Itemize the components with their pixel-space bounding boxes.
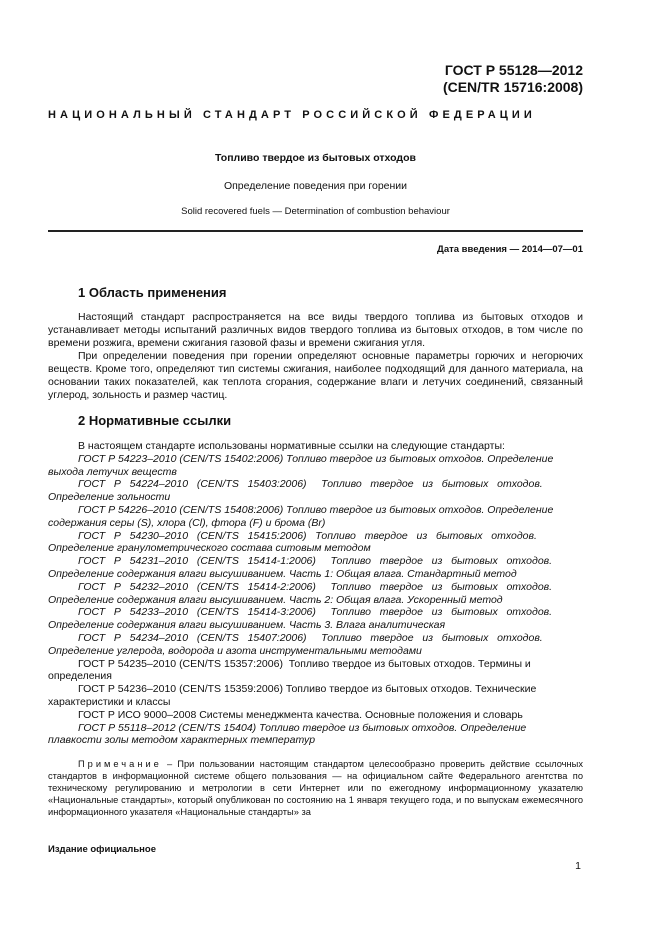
reference-item-continuation: Определение содержания влаги высушиванием. Часть 2: Общая влага. Ускоренный метод xyxy=(48,593,503,606)
section-1-paragraph-1: Настоящий стандарт распространяется на все виды твердого топлива из бытовых отходов и устанавливает методы испытаний различных видов твердого топлива из бытовых отходов, в том числе по времени розжига, времени сжигания газовой фазы и времени сжигания угля. xyxy=(48,311,583,349)
reference-list xyxy=(48,453,583,747)
note-label: Примечание xyxy=(78,759,162,769)
reference-item: ГОСТ Р 54224–2010 (CEN/TS 15403:2006) Топливо твердое из бытовых отходов. xyxy=(78,478,543,491)
reference-item-continuation: Определение зольности xyxy=(48,491,171,504)
reference-item: ГОСТ Р 54235–2010 (CEN/TS 15357:2006) Топливо твердое из бытовых отходов. Термины и xyxy=(78,657,531,670)
reference-item-continuation: Определение гранулометрического состава ситовым методом xyxy=(48,542,371,555)
reference-item-continuation: выхода летучих веществ xyxy=(48,465,177,478)
normative-references xyxy=(48,440,583,747)
reference-item-continuation: плавкости золы методом характерных температур xyxy=(48,734,316,747)
reference-item: ГОСТ Р 54232–2010 (CEN/TS 15414-2:2006) Топливо твердое из бытовых отходов. xyxy=(78,580,553,593)
reference-item-continuation: Определение углерода, водорода и азота инструментальными методами xyxy=(48,644,422,657)
document-title: Топливо твердое из бытовых отходов xyxy=(215,152,416,164)
reference-item: ГОСТ Р 54230–2010 (CEN/TS 15415:2006) Топливо твердое из бытовых отходов. xyxy=(78,529,537,542)
document-subtitle: Определение поведения при горении xyxy=(223,180,408,192)
english-title: Solid recovered fuels — Determination of combustion behaviour xyxy=(181,206,450,217)
cen-code: (CEN/TR 15716:2008) xyxy=(442,79,583,95)
reference-item: ГОСТ Р 54233–2010 (CEN/TS 15414-3:2006) Топливо твердое из бытовых отходов. xyxy=(78,606,553,619)
reference-item: ГОСТ Р 54231–2010 (CEN/TS 15414-1:2006) Топливо твердое из бытовых отходов. xyxy=(78,555,553,568)
reference-item: ГОСТ Р 54234–2010 (CEN/TS 15407:2006) Топливо твердое из бытовых отходов. xyxy=(78,631,543,644)
reference-item-continuation: содержания серы (S), хлора (Cl), фтора (F) и брома (Br) xyxy=(48,516,326,529)
reference-item: ГОСТ Р ИСО 9000–2008 Системы менеджмента качества. Основные положения и словарь xyxy=(78,708,523,721)
reference-item-continuation: определения xyxy=(48,670,112,683)
official-edition: Издание официальное xyxy=(48,844,156,855)
reference-item-continuation: характеристики и классы xyxy=(48,695,171,708)
section-1-paragraph-2: При определении поведения при горении определяют основные параметры горючих и негорючих веществ. Кроме того, определяют тип системы сжигания, наиболее подходящий для данного материала, на основании таких показателей, как теплота сгорания, содержание влаги и летучих соединений, связанный углерод, зольность и размер частиц. xyxy=(48,350,583,401)
section-2-heading: 2 Нормативные ссылки xyxy=(78,413,232,428)
reference-item: ГОСТ Р 55118–2012 (CEN/TS 15404) Топливо твердое из бытовых отходов. Определение xyxy=(78,721,527,734)
note-block xyxy=(48,758,583,818)
page-number: 1 xyxy=(575,860,581,872)
standard-code xyxy=(443,62,583,96)
references-intro: В настоящем стандарте использованы нормативные ссылки на следующие стандарты: xyxy=(78,440,505,452)
reference-item-continuation: Определение содержания влаги высушиванием. Часть 1: Общая влага. Стандартный метод xyxy=(48,567,517,580)
title-divider xyxy=(48,230,583,232)
reference-item-continuation: Определение содержания влаги высушиванием. Часть 3. Влага аналитическая xyxy=(48,619,446,632)
reference-item: ГОСТ Р 54226–2010 (CEN/TS 15408:2006) Топливо твердое из бытовых отходов. Определение xyxy=(78,503,554,516)
intro-date: Дата введения — 2014—07—01 xyxy=(437,244,583,255)
gost-code: ГОСТ Р 55128—2012 xyxy=(444,62,583,78)
section-1-heading: 1 Область применения xyxy=(78,285,227,300)
note-text: – При пользовании настоящим стандартом целесообразно проверить действие ссылочных стандартов в информационной системе общего пользования — на официальном сайте Федерального агентства по техническому регулированию и метрологии в сети Интернет или по ежегодному информационному указателю «Национальные стандарты», который опубликован по состоянию на 1 января текущего года, и по выпускам ежемесячного информационного указателя «Национальные стандарты» за xyxy=(48,759,583,817)
national-standard-title: НАЦИОНАЛЬНЫЙ СТАНДАРТ РОССИЙСКОЙ ФЕДЕРАЦИИ xyxy=(48,109,536,121)
reference-item: ГОСТ Р 54223–2010 (CEN/TS 15402:2006) Топливо твердое из бытовых отходов. Определение xyxy=(78,452,554,465)
reference-item: ГОСТ Р 54236–2010 (CEN/TS 15359:2006) Топливо твердое из бытовых отходов. Технические xyxy=(78,683,537,696)
